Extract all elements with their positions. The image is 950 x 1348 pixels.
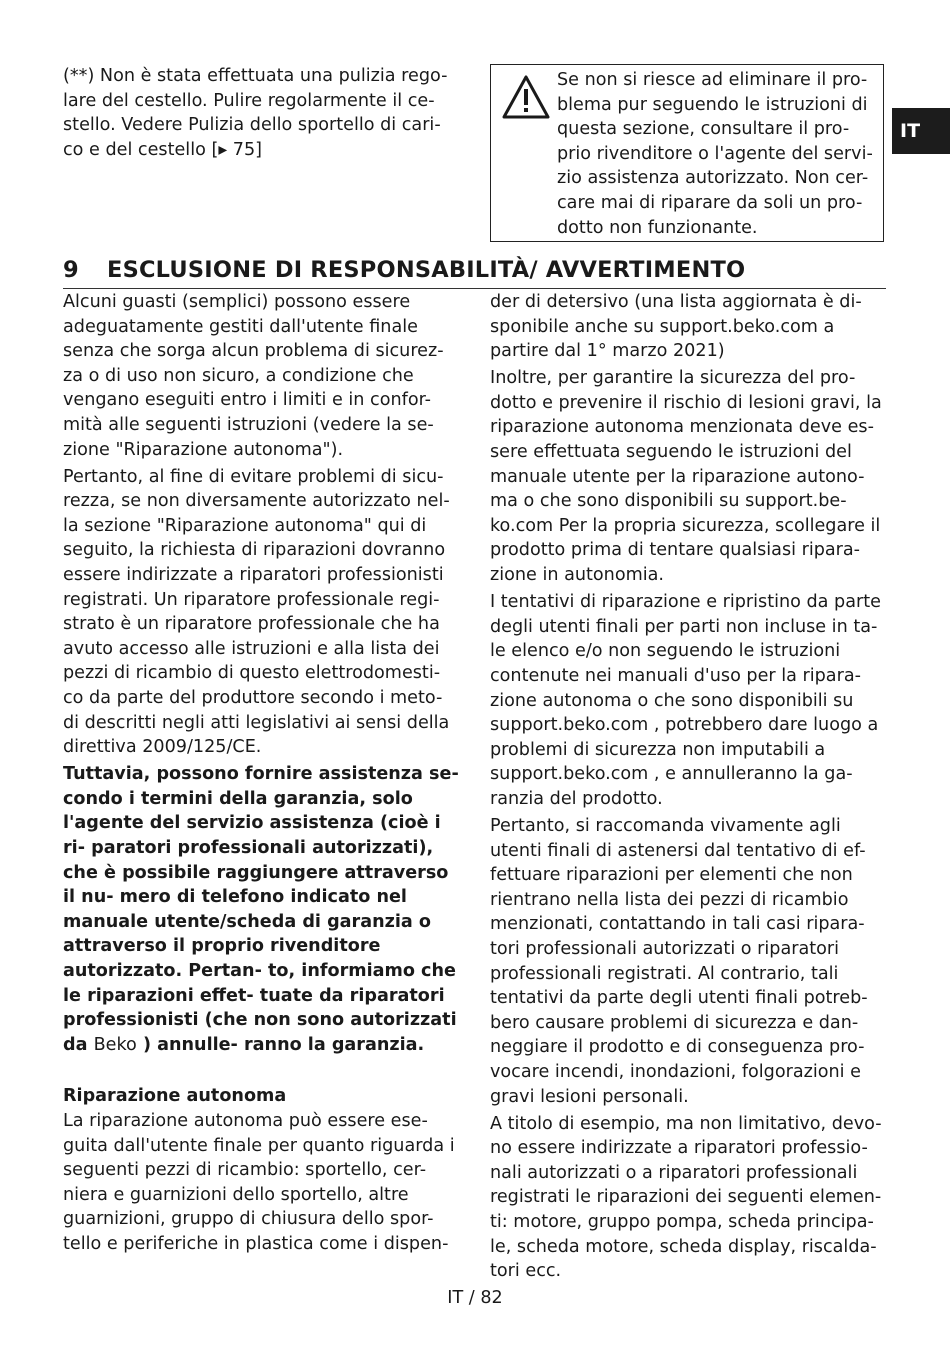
left-column (63, 290, 463, 1259)
warning-triangle-icon (501, 74, 551, 120)
language-tab: IT (892, 108, 950, 154)
paragraph: Inoltre, per garantire la sicurezza del pro- dotto e prevenire il rischio di lesioni gravi, la riparazione autonoma menzionata deve es- sere effettuata seguendo le istruzioni del manuale utente per la riparazione autono- ma o che sono disponibili su support.be- ko.com Per la propria sicurezza, scollegare il prodotto prima di tentare qualsiasi ripara- zione in autonomia. (490, 368, 882, 586)
paragraph: Pertanto, si raccomanda vivamente agli utenti finali di astenersi dal tentativo di ef- fettuare riparazioni per elementi che non rientrano nella lista dei pezzi di ricambio menzionati, contattando in tali casi ripara- tori professionali autorizzati o riparatori professionali registrati. Al contrario, tali tentativi da parte degli utenti finali potreb- bero causare problemi di sicurezza e dan- neggiare il prodotto e di conseguenza pro- vocare incendi, inondazioni, folgorazioni e gravi lesioni personali. (490, 815, 868, 1107)
warranty-notice-text: Tuttavia, possono fornire assistenza se- condo i termini della garanzia, solo l'agente del servizio assistenza (cioè i ri- paratori professionali autorizzati), che è possibile raggiungere attraverso il nu- mero di telefono indicato nel manuale utente/scheda di garanzia o attraverso il proprio rivenditore autorizzato. Pertan- to, informiamo che le riparazioni effet- tuate da riparatori professionisti (che non sono autorizzati da (63, 764, 459, 1055)
warning-text: Se non si riesce ad eliminare il pro- blema pur seguendo le istruzioni di questa sezione, consultare il pro- prio rivenditore o l'agente del servi- zio assistenza autorizzato. Non cer- care mai di riparare da soli un pro- dotto non funzionante. (557, 70, 873, 238)
warning-box (490, 64, 884, 242)
page-reference: 75] (227, 139, 263, 160)
footnote-text: (**) Non è stata effettuata una pulizia rego- lare del cestello. Pulire regolarmente il ce- stello. Vedere (63, 66, 448, 136)
page-number: IT / 82 (447, 1288, 503, 1308)
paragraph: La riparazione autonoma può essere ese- guita dall'utente finale per quanto riguarda i seguenti pezzi di ricambio: sportello, cer- niera e guarnizioni dello sportello, altre guarnizioni, gruppo di chiusura dello spor- tello e periferiche in plastica come i dispen- (63, 1111, 455, 1254)
cross-reference-link[interactable]: Pulizia dello sportello di cari- co e del cestello [ (63, 115, 441, 160)
section-title: ESCLUSIONE DI RESPONSABILITÀ/ AVVERTIMENTO (107, 257, 746, 283)
section-heading (63, 255, 886, 289)
section-number: 9 (63, 257, 79, 283)
warranty-notice-text-end: ) annulle- ranno la garanzia. (136, 1034, 425, 1055)
subheading: Riparazione autonoma (63, 1086, 287, 1107)
paragraph: Pertanto, al fine di evitare problemi di sicu- rezza, se non diversamente autorizzato nel- la sezione "Riparazione autonoma" qui di seguito, la richiesta di riparazioni dovranno essere indirizzate a riparatori professionisti registrati. Un riparatore professionale regi- strato è un riparatore professionale che ha avuto accesso alle istruzioni e alla lista dei pezzi di ricambio di questo elettrodomesti- co da parte del produttore secondo i meto- di descritti negli atti legislativi ai sensi della direttiva 2009/125/CE. (63, 466, 450, 758)
footnote (63, 64, 463, 162)
right-column (490, 290, 890, 1286)
warranty-notice (63, 762, 463, 1057)
paragraph: A titolo di esempio, ma non limitativo, devo- no essere indirizzate a riparatori professio- nali autorizzati o a riparatori professionali registrati le riparazioni dei seguenti elemen- ti: motore, gruppo pompa, scheda principa- le, scheda motore, scheda display, riscalda- tori ecc. (490, 1113, 882, 1282)
paragraph: der di detersivo (una lista aggiornata è di- sponibile anche su support.beko.com a partire dal 1° marzo 2021) (490, 292, 862, 362)
arrow-right-icon: ▸ (218, 139, 228, 160)
paragraph: I tentativi di riparazione e ripristino da parte degli utenti finali per parti non incluse in ta- le elenco e/o non seguendo le istruzioni contenute nei manuali d'uso per la ripara- zione autonoma o che sono disponibili su support.beko.com , potrebbero dare luogo a problemi di sicurezza non imputabili a support.beko.com , e annulleranno la ga- ranzia del prodotto. (490, 592, 881, 809)
brand-name: Beko (93, 1034, 137, 1055)
paragraph: Alcuni guasti (semplici) possono essere adeguatamente gestiti dall'utente finale senza che sorga alcun problema di sicurez- za o di uso non sicuro, a condizione che vengano eseguiti entro i limiti e in confor- mità alle seguenti istruzioni (vedere la se- zione "Riparazione autonoma"). (63, 292, 444, 460)
